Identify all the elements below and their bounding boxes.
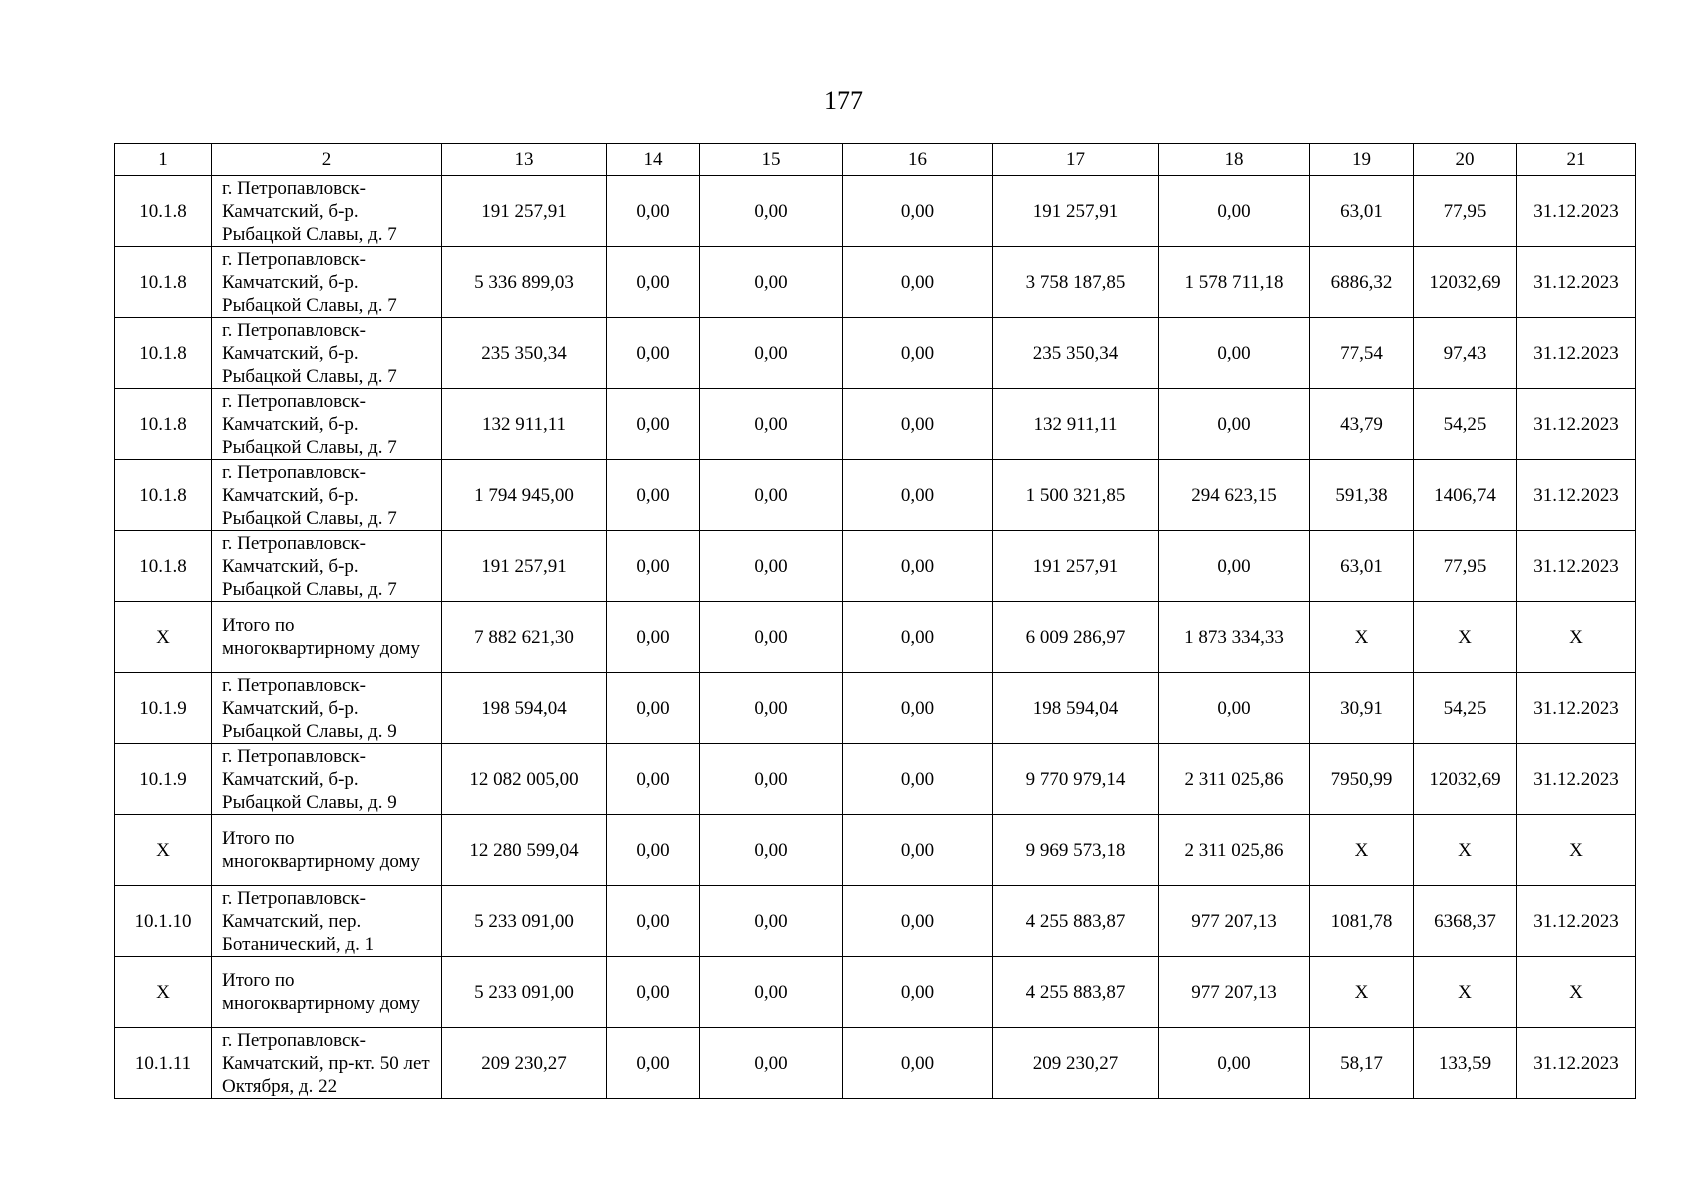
cell-col-13: 198 594,04 <box>442 673 607 744</box>
cell-col-17: 3 758 187,85 <box>993 247 1159 318</box>
cell-col-15: 0,00 <box>700 1028 843 1099</box>
cell-col-14: 0,00 <box>607 318 700 389</box>
cell-col-17: 9 770 979,14 <box>993 744 1159 815</box>
cell-col-19: 7950,99 <box>1310 744 1414 815</box>
cell-col-20: X <box>1414 957 1517 1028</box>
cell-col-17: 6 009 286,97 <box>993 602 1159 673</box>
table-row <box>115 673 1636 744</box>
cell-item-number: 10.1.9 <box>115 673 212 744</box>
cell-col-14: 0,00 <box>607 673 700 744</box>
cell-item-number: 10.1.8 <box>115 176 212 247</box>
cell-col-19: 6886,32 <box>1310 247 1414 318</box>
cell-col-16: 0,00 <box>843 886 993 957</box>
cell-col-17: 4 255 883,87 <box>993 886 1159 957</box>
cell-col-20: 97,43 <box>1414 318 1517 389</box>
table-row <box>115 318 1636 389</box>
cell-col-15: 0,00 <box>700 886 843 957</box>
cell-address: г. Петропавловск-Камчатский, б-р. Рыбацкой Славы, д. 9 <box>212 744 442 815</box>
cell-col-20: X <box>1414 602 1517 673</box>
cell-col-15: 0,00 <box>700 318 843 389</box>
cell-col-21: 31.12.2023 <box>1517 389 1636 460</box>
header-cell-col-14: 14 <box>607 144 700 176</box>
cell-col-19: 77,54 <box>1310 318 1414 389</box>
header-cell-col-13: 13 <box>442 144 607 176</box>
cell-col-21: 31.12.2023 <box>1517 1028 1636 1099</box>
cell-address: Итого по многоквартирному дому <box>212 602 442 673</box>
cell-col-16: 0,00 <box>843 815 993 886</box>
cell-col-18: 2 311 025,86 <box>1159 744 1310 815</box>
cell-col-17: 191 257,91 <box>993 176 1159 247</box>
cell-item-number: 10.1.8 <box>115 460 212 531</box>
cell-col-17: 9 969 573,18 <box>993 815 1159 886</box>
cell-address: г. Петропавловск-Камчатский, б-р. Рыбацкой Славы, д. 7 <box>212 531 442 602</box>
page-number-text: 177 <box>824 86 863 115</box>
cell-col-21: 31.12.2023 <box>1517 886 1636 957</box>
cell-item-number: 10.1.8 <box>115 247 212 318</box>
cell-col-18: 0,00 <box>1159 1028 1310 1099</box>
cell-col-20: 54,25 <box>1414 673 1517 744</box>
table-row <box>115 176 1636 247</box>
table-row <box>115 531 1636 602</box>
cell-col-16: 0,00 <box>843 176 993 247</box>
cell-col-13: 7 882 621,30 <box>442 602 607 673</box>
cell-item-number: 10.1.9 <box>115 744 212 815</box>
cell-col-18: 294 623,15 <box>1159 460 1310 531</box>
cell-col-21: 31.12.2023 <box>1517 176 1636 247</box>
cell-col-14: 0,00 <box>607 886 700 957</box>
cell-col-14: 0,00 <box>607 460 700 531</box>
cell-col-18: 2 311 025,86 <box>1159 815 1310 886</box>
cell-col-13: 12 280 599,04 <box>442 815 607 886</box>
cell-col-16: 0,00 <box>843 673 993 744</box>
cell-item-number: X <box>115 602 212 673</box>
cell-col-18: 0,00 <box>1159 318 1310 389</box>
cell-item-number: 10.1.8 <box>115 318 212 389</box>
cell-col-16: 0,00 <box>843 318 993 389</box>
cell-col-19: 30,91 <box>1310 673 1414 744</box>
header-cell-col-20: 20 <box>1414 144 1517 176</box>
cell-col-20: 77,95 <box>1414 176 1517 247</box>
cell-col-17: 209 230,27 <box>993 1028 1159 1099</box>
header-cell-col-19: 19 <box>1310 144 1414 176</box>
cell-col-19: 58,17 <box>1310 1028 1414 1099</box>
cell-col-15: 0,00 <box>700 389 843 460</box>
cell-col-19: 63,01 <box>1310 176 1414 247</box>
cell-col-15: 0,00 <box>700 176 843 247</box>
cell-col-16: 0,00 <box>843 460 993 531</box>
cell-col-20: 54,25 <box>1414 389 1517 460</box>
cell-col-13: 191 257,91 <box>442 176 607 247</box>
table-row <box>115 460 1636 531</box>
table-row <box>115 815 1636 886</box>
cell-col-16: 0,00 <box>843 247 993 318</box>
cell-col-15: 0,00 <box>700 957 843 1028</box>
table-row <box>115 389 1636 460</box>
cell-col-17: 1 500 321,85 <box>993 460 1159 531</box>
cell-col-13: 5 233 091,00 <box>442 886 607 957</box>
cell-col-19: 43,79 <box>1310 389 1414 460</box>
cell-col-21: 31.12.2023 <box>1517 460 1636 531</box>
cell-col-16: 0,00 <box>843 389 993 460</box>
cell-col-17: 235 350,34 <box>993 318 1159 389</box>
table-row <box>115 886 1636 957</box>
cell-address: г. Петропавловск-Камчатский, б-р. Рыбацкой Славы, д. 7 <box>212 176 442 247</box>
cell-col-15: 0,00 <box>700 531 843 602</box>
cell-col-19: 63,01 <box>1310 531 1414 602</box>
cell-address: г. Петропавловск-Камчатский, б-р. Рыбацкой Славы, д. 7 <box>212 389 442 460</box>
cell-col-21: 31.12.2023 <box>1517 744 1636 815</box>
cell-col-18: 0,00 <box>1159 531 1310 602</box>
cell-col-13: 209 230,27 <box>442 1028 607 1099</box>
cell-col-20: 1406,74 <box>1414 460 1517 531</box>
cell-col-14: 0,00 <box>607 176 700 247</box>
page-number <box>0 86 1697 116</box>
cell-col-18: 0,00 <box>1159 673 1310 744</box>
cell-col-20: 77,95 <box>1414 531 1517 602</box>
cell-address: г. Петропавловск-Камчатский, б-р. Рыбацкой Славы, д. 7 <box>212 247 442 318</box>
cell-item-number: 10.1.11 <box>115 1028 212 1099</box>
cell-col-18: 977 207,13 <box>1159 957 1310 1028</box>
cell-col-18: 1 873 334,33 <box>1159 602 1310 673</box>
cell-col-14: 0,00 <box>607 389 700 460</box>
cell-col-17: 191 257,91 <box>993 531 1159 602</box>
cell-col-21: X <box>1517 957 1636 1028</box>
cell-col-19: X <box>1310 815 1414 886</box>
header-row <box>115 144 1636 176</box>
cell-address: г. Петропавловск-Камчатский, б-р. Рыбацкой Славы, д. 7 <box>212 318 442 389</box>
table-body <box>115 176 1636 1099</box>
cell-col-15: 0,00 <box>700 673 843 744</box>
cell-col-21: 31.12.2023 <box>1517 673 1636 744</box>
data-table <box>114 143 1636 1099</box>
cell-col-16: 0,00 <box>843 1028 993 1099</box>
table-row <box>115 1028 1636 1099</box>
cell-item-number: X <box>115 957 212 1028</box>
table-row <box>115 957 1636 1028</box>
header-cell-col-1: 1 <box>115 144 212 176</box>
table-header <box>115 144 1636 176</box>
header-cell-col-21: 21 <box>1517 144 1636 176</box>
cell-col-21: 31.12.2023 <box>1517 531 1636 602</box>
cell-item-number: 10.1.8 <box>115 389 212 460</box>
cell-col-15: 0,00 <box>700 744 843 815</box>
cell-col-13: 191 257,91 <box>442 531 607 602</box>
cell-address: г. Петропавловск-Камчатский, пр-кт. 50 лет Октября, д. 22 <box>212 1028 442 1099</box>
cell-address: г. Петропавловск-Камчатский, пер. Ботанический, д. 1 <box>212 886 442 957</box>
cell-col-20: X <box>1414 815 1517 886</box>
cell-col-20: 12032,69 <box>1414 247 1517 318</box>
cell-col-15: 0,00 <box>700 460 843 531</box>
cell-col-16: 0,00 <box>843 957 993 1028</box>
cell-col-15: 0,00 <box>700 815 843 886</box>
cell-col-13: 12 082 005,00 <box>442 744 607 815</box>
cell-col-14: 0,00 <box>607 247 700 318</box>
cell-address: Итого по многоквартирному дому <box>212 957 442 1028</box>
cell-col-14: 0,00 <box>607 957 700 1028</box>
cell-col-21: X <box>1517 602 1636 673</box>
cell-col-18: 977 207,13 <box>1159 886 1310 957</box>
table-row <box>115 744 1636 815</box>
header-cell-col-2: 2 <box>212 144 442 176</box>
cell-col-19: 1081,78 <box>1310 886 1414 957</box>
cell-col-16: 0,00 <box>843 744 993 815</box>
cell-col-14: 0,00 <box>607 602 700 673</box>
cell-col-19: X <box>1310 602 1414 673</box>
cell-col-17: 198 594,04 <box>993 673 1159 744</box>
header-cell-col-15: 15 <box>700 144 843 176</box>
cell-col-21: 31.12.2023 <box>1517 247 1636 318</box>
cell-col-13: 5 336 899,03 <box>442 247 607 318</box>
cell-col-19: X <box>1310 957 1414 1028</box>
header-cell-col-16: 16 <box>843 144 993 176</box>
cell-address: г. Петропавловск-Камчатский, б-р. Рыбацкой Славы, д. 9 <box>212 673 442 744</box>
cell-address: г. Петропавловск-Камчатский, б-р. Рыбацкой Славы, д. 7 <box>212 460 442 531</box>
cell-col-13: 235 350,34 <box>442 318 607 389</box>
cell-item-number: X <box>115 815 212 886</box>
cell-col-19: 591,38 <box>1310 460 1414 531</box>
cell-col-14: 0,00 <box>607 531 700 602</box>
cell-col-20: 6368,37 <box>1414 886 1517 957</box>
cell-col-13: 1 794 945,00 <box>442 460 607 531</box>
cell-col-16: 0,00 <box>843 531 993 602</box>
cell-col-15: 0,00 <box>700 602 843 673</box>
cell-col-13: 5 233 091,00 <box>442 957 607 1028</box>
cell-col-15: 0,00 <box>700 247 843 318</box>
cell-col-20: 12032,69 <box>1414 744 1517 815</box>
table-row <box>115 247 1636 318</box>
cell-col-21: X <box>1517 815 1636 886</box>
cell-item-number: 10.1.10 <box>115 886 212 957</box>
cell-col-13: 132 911,11 <box>442 389 607 460</box>
header-cell-col-17: 17 <box>993 144 1159 176</box>
cell-col-17: 132 911,11 <box>993 389 1159 460</box>
cell-col-18: 0,00 <box>1159 176 1310 247</box>
table-row <box>115 602 1636 673</box>
cell-col-18: 1 578 711,18 <box>1159 247 1310 318</box>
cell-col-17: 4 255 883,87 <box>993 957 1159 1028</box>
cell-col-14: 0,00 <box>607 1028 700 1099</box>
cell-item-number: 10.1.8 <box>115 531 212 602</box>
cell-col-18: 0,00 <box>1159 389 1310 460</box>
cell-col-20: 133,59 <box>1414 1028 1517 1099</box>
cell-col-14: 0,00 <box>607 815 700 886</box>
cell-col-14: 0,00 <box>607 744 700 815</box>
header-cell-col-18: 18 <box>1159 144 1310 176</box>
cell-address: Итого по многоквартирному дому <box>212 815 442 886</box>
cell-col-21: 31.12.2023 <box>1517 318 1636 389</box>
cell-col-16: 0,00 <box>843 602 993 673</box>
